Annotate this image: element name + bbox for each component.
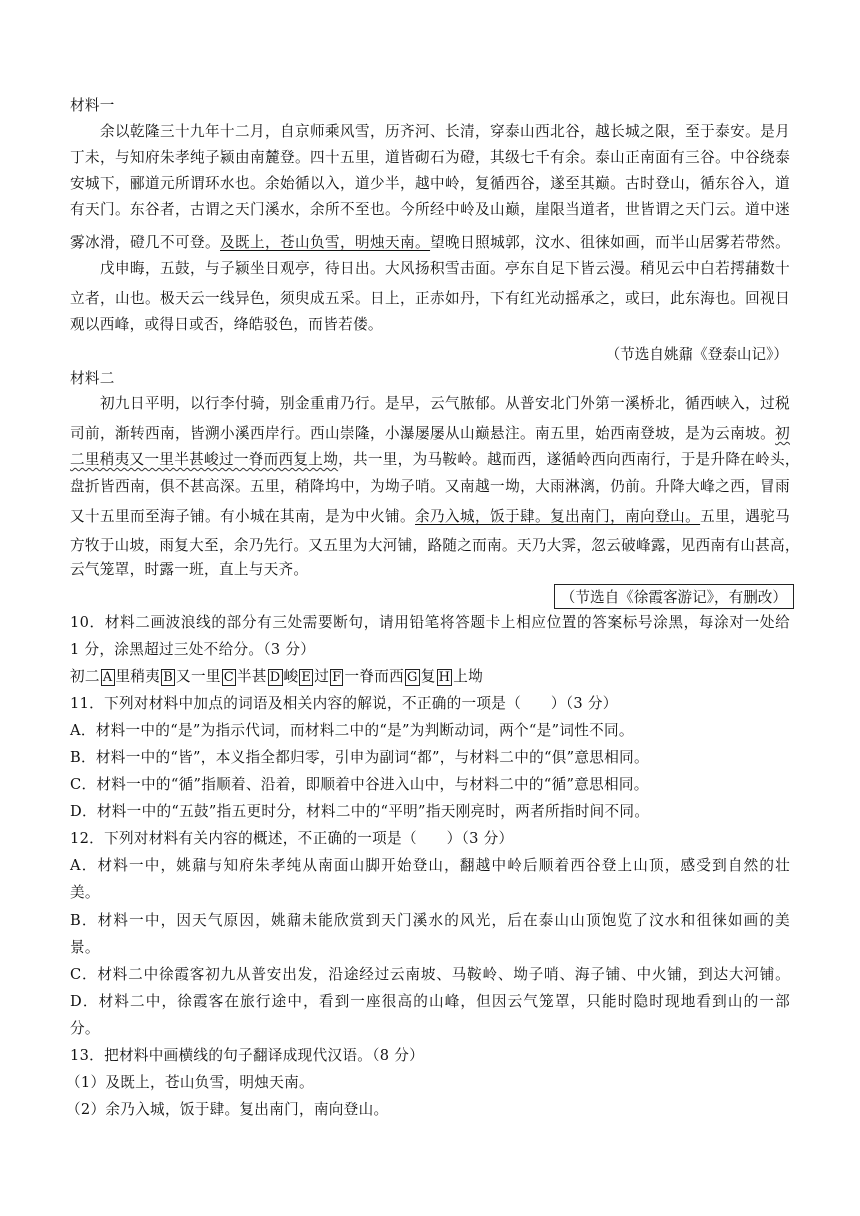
m2-line: 方牧于山坡，雨复大至，余乃先行。又五里为大河铺，路随之而南。天乃大霁，忽云破峰露，见西南有山甚高， [70,537,800,554]
segment: 里稍夷 [115,668,161,685]
m1-p2-line: 戊申晦，五鼓，与子颍坐日观亭，待日出。大风扬积雪击面。亭东自足下皆云漫。稍见云中白若摴蒱数十 [100,260,790,277]
q10-stem: 1 分，涂黑超过三处不给分。（3 分） [70,641,316,658]
answer-mark-f[interactable]: F [332,670,342,685]
underlined-sentence-2: 余乃入城，饭于肆。复出南门，南向登山。 [415,508,701,525]
text-span: ，共一里，为马鞍岭。越而西，遂循岭西向西南行，于是升降在岭头， [338,451,800,468]
q12-option-d: 分。 [70,1020,100,1037]
q11-option-b: B．材料一中的“皆”，本义指全都归零，引申为副词“都”，与材料二中的“俱”意思相同。 [70,749,649,766]
material-1-title: 材料一 [70,97,115,114]
material-2-title: 材料二 [70,370,115,387]
q10-options [70,667,483,687]
text-span: 五里，遇驼马 [700,508,790,525]
segment: 又一里 [176,668,221,685]
answer-mark-e[interactable]: E [301,670,312,685]
q12-option-a: 美。 [70,884,100,901]
answer-mark-d[interactable]: D [269,670,281,685]
text-span: 司前，渐转西南，皆溯小溪西岸行。西山崇隆，小瀑屡屡从山巅悬注。南五里，始西南登坡，是为云南坡。 [70,425,776,442]
q11-option-c: C．材料一中的“循”指顺着、沿着，即顺着中谷进入山中，与材料二中的“循”意思相同。 [70,776,649,793]
m1-p1-line: 有天门。东谷者，古谓之天门溪水，余所不至也。今所经中岭及山巅，崖限当道者，世皆谓之天门云。道中迷 [70,201,790,218]
wavy-line-text: 二里稍夷又一里半甚峻过一脊而西复上坳 [70,451,339,468]
q11-option-d: D．材料一中的“五鼓”指五更时分，材料二中的“平明”指天刚亮时，两者所指时间不同。 [70,803,650,820]
q12-stem: 12．下列对材料有关内容的概述，不正确的一项是（ ）（3 分） [70,830,514,847]
segment: 上坳 [453,668,484,685]
underlined-sentence-1: 及既上，苍山负雪，明烛天南。 [220,234,431,251]
q12-option-b: B．材料一中，因天气原因，姚鼐未能欣赏到天门溪水的风光，后在泰山山顶饱览了汶水和徂徕如画的美 [70,912,790,929]
q10-stem: 10．材料二画波浪线的部分有三处需要断句，请用铅笔将答题卡上相应位置的答案标号涂黑，每涂对一处给 [70,614,790,631]
m2-line: 初九日平明，以行李付骑，别金重甫乃行。是早，云气脓郁。从普安北门外第一溪桥北，循西峡入，过税 [100,395,790,412]
q13-sentence-2: （2）余乃入城，饭于肆。复出南门，南向登山。 [66,1101,389,1118]
segment: 峻 [283,668,299,685]
q13-sentence-1: （1）及既上，苍山负雪，明烛天南。 [66,1074,314,1091]
q11-option-a: A．材料一中的“是”为指示代词，而材料二中的“是”为判断动词，两个“是”词性不同。 [70,722,634,739]
answer-mark-a[interactable]: A [102,670,113,685]
m1-p1-line: 安城下，郦道元所谓环水也。余始循以入，道少半，越中岭，复循西谷，遂至其巅。古时登山，循东谷入，道 [70,175,790,192]
answer-mark-b[interactable]: B [163,670,174,685]
q13-stem: 13．把材料中画横线的句子翻译成现代汉语。（8 分） [70,1047,425,1064]
q12-option-c: C．材料二中徐霞客初九从普安出发，沿途经过云南坡、马鞍岭、坳子哨、海子铺、中火铺，到达大河铺。 [70,966,790,983]
m1-p1-line: 余以乾隆三十九年十二月，自京师乘风雪，历齐河、长清，穿泰山西北谷，越长城之限，至于泰安。是月 [100,123,790,140]
segment: 半甚 [236,668,267,685]
m2-line: 云气笼罩，时露一班，直上与天齐。 [70,561,309,578]
m2-line: 盘折皆西南，俱不甚高深。五里，稍降坞中，为坳子哨。又南越一坳，大雨淋漓，仍前。升降大峰之西，冒雨 [70,478,790,495]
m1-p1-line [70,233,790,253]
m2-line [70,507,790,527]
m1-p2-line: 立者，山也。极天云一线异色，须臾成五采。日上，正赤如丹，下有红光动摇承之，或曰，此东海也。回视日 [70,290,790,307]
m1-p2-line: 观以西峰，或得日或否，绛皓驳色，而皆若偻。 [70,316,383,333]
segment: 过 [314,668,330,685]
text-span: 又十五里而至海子铺。有小城在其南，是为中火铺。 [70,508,416,525]
segment: 一脊而西 [344,668,405,685]
wavy-line-text: 初 [775,425,790,442]
segment: 初二 [70,668,100,685]
q12-option-a: A．材料一中，姚鼐与知府朱孝纯从南面山脚开始登山，翻越中岭后顺着西谷登上山顶，感受到自然的壮 [70,857,790,874]
q12-option-b: 景。 [70,939,100,956]
material-2-source: （节选自《徐霞客游记》，有删改） [554,584,794,609]
material-1-source: （节选自姚鼐《登泰山记》） [605,346,788,363]
answer-mark-c[interactable]: C [223,670,234,685]
text-span: 望晚日照城郭，汶水、徂徕如画，而半山居雾若带然。 [430,234,790,251]
m1-p1-line: 丁未，与知府朱孝纯子颍由南麓登。四十五里，道皆砌石为磴，其级七千有余。泰山正南面有三谷。中谷绕泰 [70,149,790,166]
q12-option-d: D．材料二中，徐霞客在旅行途中，看到一座很高的山峰，但因云气笼罩，只能时隐时现地看到山的一部 [70,993,790,1010]
answer-mark-g[interactable]: G [407,670,418,685]
answer-mark-h[interactable]: H [438,670,451,685]
q11-stem: 11．下列对材料中加点的词语及相关内容的解说，不正确的一项是（ ）（3 分） [70,695,618,712]
segment: 复 [420,668,436,685]
m2-line [70,450,800,470]
text-span: 雾冰滑，磴几不可登。 [70,234,221,251]
m2-line [70,424,790,444]
